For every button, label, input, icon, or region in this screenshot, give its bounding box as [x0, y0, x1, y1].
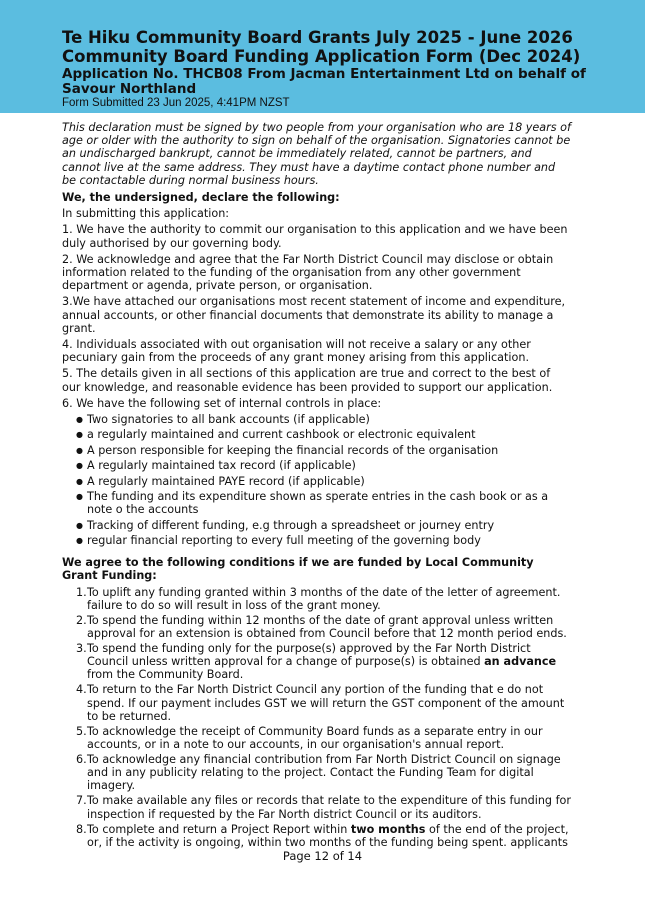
condition-text: To complete and return a Project Report within [87, 822, 351, 836]
condition-item-5 [76, 725, 572, 751]
list-item: ● Two signatories to all bank accounts (if applicable) [76, 413, 572, 426]
conditions-list [62, 586, 572, 849]
declaration-item-5: 5. The details given in all sections of this application are true and correct to the best of our knowledge, and reasonable evidence has been provided to support our application. [62, 367, 553, 394]
declaration-item-6: 6. We have the following set of internal controls in place: [62, 396, 382, 410]
document-header [0, 0, 645, 113]
list-item: ● The funding and its expenditure shown as sperate entries in the cash book or as a note o the accounts [76, 490, 572, 516]
condition-item-4 [76, 683, 572, 723]
condition-number: 4. [76, 683, 87, 697]
condition-text-end: from the Community Board. [87, 668, 244, 682]
list-item: ● A regularly maintained PAYE record (if applicable) [76, 475, 572, 488]
condition-item-7 [76, 794, 572, 820]
condition-item-8 [76, 823, 572, 849]
condition-number: 3. [76, 642, 87, 656]
list-item: ● regular financial reporting to every full meeting of the governing body [76, 534, 572, 547]
condition-text-end: of the end of the project, or, if the activity is ongoing, within two months of the funding being spent. applicants [87, 822, 569, 849]
condition-text: To spend the funding within 12 months of the date of grant approval unless written approval for an extension is obtained from Council before that 12 month period ends. [87, 613, 567, 641]
list-item: ● a regularly maintained and current cashbook or electronic equivalent [76, 428, 572, 441]
declaration-lead: In submitting this application: [62, 207, 230, 221]
application-number-title: Application No. THCB08 From Jacman Entertainment Ltd on behalf of Savour Northland [62, 66, 586, 97]
declaration-item-1: 1. We have the authority to commit our organisation to this application and we have been duly authorised by our governing body. [62, 223, 568, 250]
condition-number: 7. [76, 794, 87, 808]
declaration-item-3: 3.We have attached our organisations most recent statement of income and expenditure, annual accounts, or other financial documents that demonstrate its ability to manage a grant. [62, 295, 566, 335]
list-item: ● A regularly maintained tax record (if applicable) [76, 459, 572, 472]
condition-number: 6. [76, 753, 87, 767]
declaration-intro: This declaration must be signed by two people from your organisation who are 18 years of age or older with the authority to sign on behalf of the organisation. Signatories cannot be an undischarged bankrupt, cannot be immediately related, cannot be partners, and cannot live at the same address. They must have a daytime contact phone number and be contactable during normal business hours. [62, 121, 571, 187]
header-title-line-2: Community Board Funding Application Form (Dec 2024) [62, 47, 581, 66]
declaration-item-2: 2. We acknowledge and agree that the Far North District Council may disclose or obtain information related to the funding of the organisation from any other government department or agenda, private person, or organisation. [62, 252, 554, 293]
condition-number: 8. [76, 822, 87, 836]
condition-number: 5. [76, 724, 87, 738]
condition-emphasis: an advance [484, 655, 557, 669]
list-item: ● A person responsible for keeping the financial records of the organisation [76, 444, 572, 457]
condition-item-3 [76, 642, 572, 682]
condition-number: 2. [76, 613, 87, 627]
header-title-line-1: Te Hiku Community Board Grants July 2025 - June 2026 [62, 28, 573, 47]
condition-emphasis: two months [350, 822, 426, 836]
condition-item-1 [76, 586, 572, 612]
declaration-item-4: 4. Individuals associated with out organisation will not receive a salary or any other pecuniary gain from the proceeds of any grant money arising from this application. [62, 338, 531, 365]
condition-item-2 [76, 614, 572, 640]
condition-text: To acknowledge the receipt of Community Board funds as a separate entry in our accounts, or in a note to our accounts, in our organisation's annual report. [87, 724, 543, 752]
submission-timestamp: Form Submitted 23 Jun 2025, 4:41PM NZST [62, 97, 290, 109]
internal-controls-list [62, 413, 572, 547]
condition-text: To make available any files or records that relate to the expenditure of this funding for inspection if requested by the Far North district Council or its auditors. [87, 794, 571, 821]
list-item: ● Tracking of different funding, e.g through a spreadsheet or journey entry [76, 519, 572, 532]
condition-item-6 [76, 753, 572, 793]
page-content [62, 121, 572, 851]
condition-number: 1. [76, 585, 87, 599]
condition-text: To acknowledge any financial contribution from Far North District Council on signage and in any publicity relating to the project. Contact the Funding Team for digital imagery. [87, 753, 561, 793]
page-number: Page 12 of 14 [282, 849, 363, 863]
declaration-heading: We, the undersigned, declare the following: [62, 191, 340, 205]
condition-text: To return to the Far North District Council any portion of the funding that e do not spend. If our payment includes GST we will return the GST component of the amount to be returned. [87, 683, 565, 723]
condition-text: To spend the funding only for the purpose(s) approved by the Far North District Council unless written approval for a change of purpose(s) is obtained [87, 642, 531, 669]
condition-text: To uplift any funding granted within 3 months of the date of the letter of agreement. failure to do so will result in loss of the grant money. [87, 585, 561, 612]
conditions-heading: We agree to the following conditions if we are funded by Local Community Grant Funding: [62, 556, 534, 583]
